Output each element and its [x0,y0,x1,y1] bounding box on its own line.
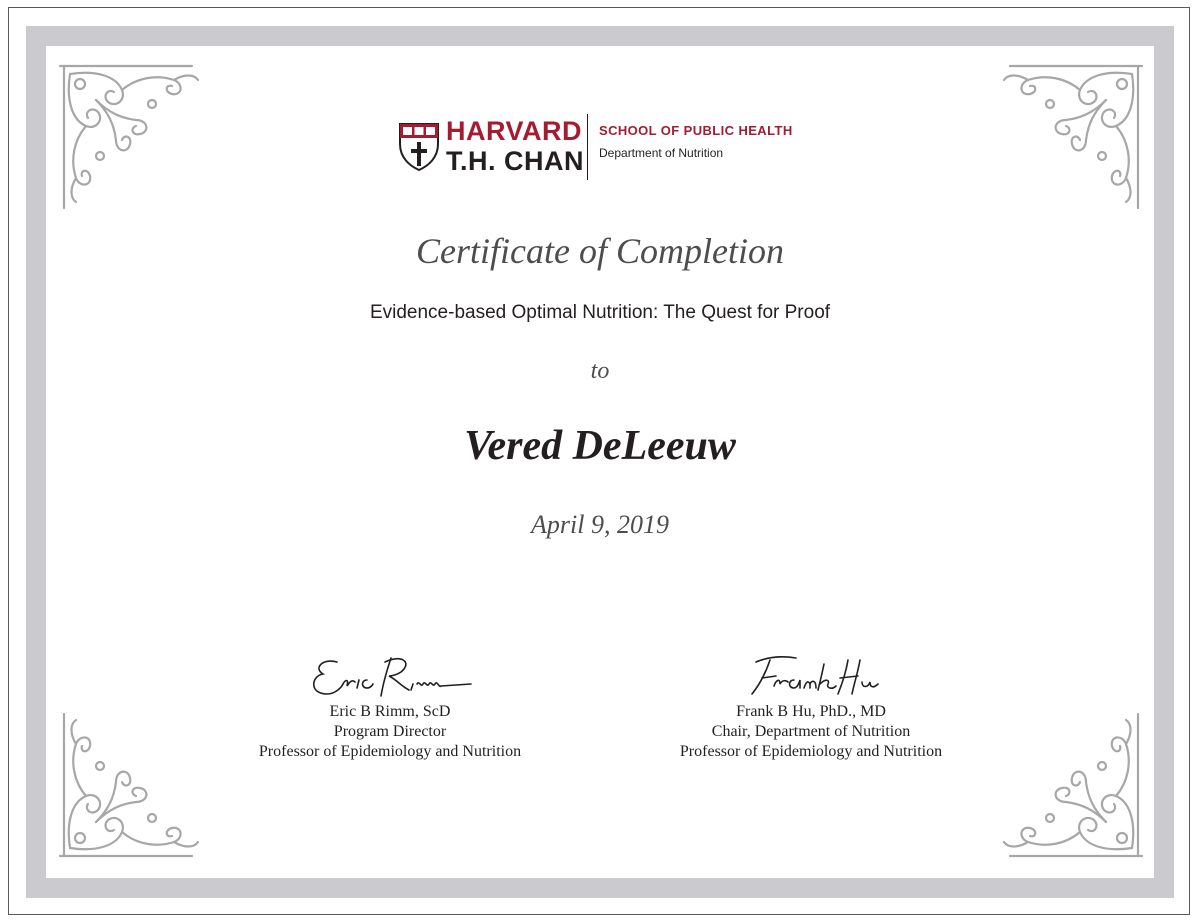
signatory-name: Frank B Hu, PhD., MD [736,703,886,720]
signatory-title: Professor of Epidemiology and Nutrition [258,743,522,760]
signatory-title: Program Director [333,723,447,740]
signature-image [736,650,886,702]
signatory-name: Eric B Rimm, ScD [329,703,451,720]
logo-school-name: SCHOOL OF PUBLIC HEALTH [599,123,793,138]
harvard-shield-icon [398,122,440,172]
harvard-chan-logo [398,112,818,184]
logo-harvard-text: HARVARD [446,116,583,146]
recipient-name: Vered DeLeeuw [464,423,736,469]
certificate-title: Certificate of Completion [416,231,784,271]
course-name: Evidence-based Optimal Nutrition: The Quest for Proof [369,302,831,323]
signatory-title: Chair, Department of Nutrition [711,723,911,740]
connector-text: to [590,358,610,384]
signatory-right [631,650,991,762]
signatory-title: Professor of Epidemiology and Nutrition [679,743,943,760]
corner-ornament-top-right [996,60,1146,210]
corner-ornament-top-left [56,60,206,210]
signatory-left [210,650,570,762]
logo-divider [587,114,588,180]
corner-ornament-bottom-right [996,712,1146,862]
corner-ornament-bottom-left [56,712,206,862]
logo-chan-text: T.H. CHAN [446,146,584,176]
logo-department-name: Department of Nutrition [599,146,724,160]
signature-image [305,650,475,702]
completion-date: April 9, 2019 [531,510,669,539]
